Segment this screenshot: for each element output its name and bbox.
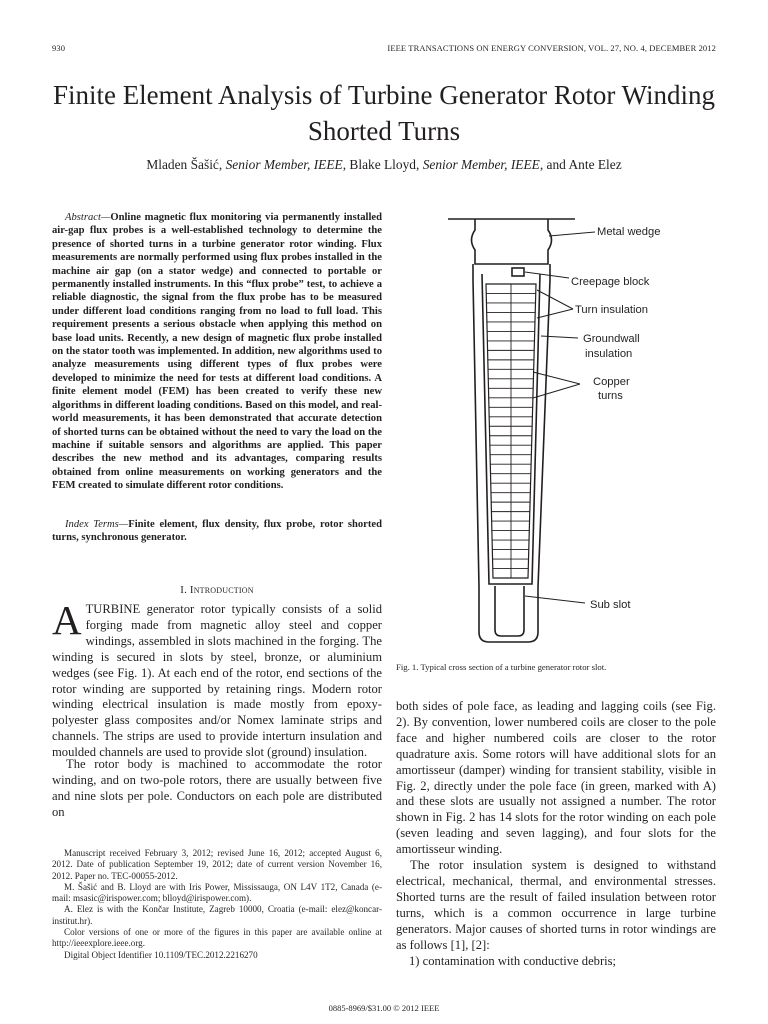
- author-2-role: Senior Member, IEEE: [422, 157, 540, 172]
- label-sub-slot: Sub slot: [590, 599, 631, 611]
- leader-metal-wedge: [549, 232, 595, 236]
- label-groundwall: Groundwall: [583, 333, 640, 345]
- figure-1-rotor-slot-diagram: [445, 212, 695, 652]
- intro-paragraph-1-text: TURBINE generator rotor typically consists of a solid forging made from magnetic alloy steel and copper windings, assembled in slots machined in the forging. The winding is secured in slots by steel, bronze, or aluminium wedges (see Fig. 1). At each end of the rotor, end sections of the rotor winding are supported by retaining rings. Modern rotor winding electrical insulation is made mostly from epoxy-polyester glass composites and/or Nomex laminate strips and channels. The strips are used to provide interturn insulation and moulded channels are used to provide slot (ground) insulation.: [52, 602, 382, 760]
- abstract-label: Abstract—: [65, 212, 111, 223]
- label-copper: Copper: [593, 376, 630, 388]
- drop-cap: A: [52, 597, 82, 643]
- footnotes: [52, 848, 382, 961]
- leader-copper-2: [533, 384, 580, 398]
- metal-wedge-outline: [472, 219, 552, 264]
- page-number: 930: [52, 43, 66, 53]
- author-2: Blake Lloyd: [349, 157, 416, 172]
- leader-turn-insulation-2: [537, 309, 573, 318]
- section-title: Introduction: [189, 584, 254, 596]
- author-line: Mladen Šašić, Senior Member, IEEE, Blake Lloyd, Senior Member, IEEE, and Ante Elez: [146, 157, 622, 172]
- figure-1-caption: Fig. 1. Typical cross section of a turbine generator rotor slot.: [396, 662, 607, 672]
- section-heading: [52, 584, 382, 596]
- footnote-color: Color versions of one or more of the figures in this paper are available online at http://ieeexplore.ieee.org.: [52, 927, 382, 949]
- leader-turn-insulation-1: [537, 290, 573, 309]
- leader-sub-slot: [525, 596, 585, 603]
- footnote-affiliation-2: A. Elez is with the Končar Institute, Zagreb 10000, Croatia (e-mail: elez@koncar-institut.hr).: [52, 904, 382, 926]
- author-1: Mladen Šašić: [146, 157, 219, 172]
- paper-title: Finite Element Analysis of Turbine Generator Rotor Winding Shorted Turns: [52, 80, 716, 146]
- leader-groundwall: [541, 336, 578, 338]
- label-turn-insulation: Turn insulation: [575, 304, 648, 316]
- copper-turns: [486, 284, 536, 578]
- abstract-text: Online magnetic flux monitoring via permanently installed air-gap flux probes is a well-established technology to determine the presence of shorted turns in a turbine generator rotor winding. Flux measurements are normally performed using flux probes installed in the machine air gap (on a stator wedge) and connected to portable or permanently installed instruments. In this “flux probe” test, to achieve a reliable diagnostic, the signal from the flux probe has to be measured under different load conditions ranging from no load to full load. This requirement presents a serious obstacle when applying this method on base load units. Recently, a new design of magnetic flux probe installed on the stator tooth was implemented. In addition, new algorithms used to analyze measurements using different types of flux probes were developed to minimize the need for tests at different load conditions. A finite element model (FEM) has been created to verify these new algorithms in different loading conditions. Based on this model, and real-world measurements, it has been demonstrated that accurate detection of shorted turns can be obtained without the need to vary the load on the machine if suitable sensors and algorithms are applied. This paper describes the new method and its advantages, comparing results obtained from online measurements on working generators and the FEM created to simulate different rotor conditions.: [52, 212, 382, 492]
- journal-header: IEEE TRANSACTIONS ON ENERGY CONVERSION, VOL. 27, NO. 4, DECEMBER 2012: [387, 43, 716, 53]
- abstract: [52, 211, 382, 493]
- label-groundwall-2: insulation: [585, 348, 633, 360]
- index-terms-label: Index Terms—: [65, 519, 129, 530]
- index-terms-text: Finite element, flux density, flux probe, rotor shorted turns, synchronous generator.: [52, 519, 382, 544]
- footnote-affiliation-1: M. Šašić and B. Lloyd are with Iris Power, Mississauga, ON L4V 1T2, Canada (e-mail: msasic@irispower.com; blloyd@irispower.com).: [52, 881, 382, 904]
- leader-creepage-block: [525, 272, 569, 278]
- index-terms: [52, 518, 382, 545]
- intro-paragraph-1: [52, 597, 382, 761]
- right-paragraph-2: The rotor insulation system is designed to withstand electrical, mechanical, thermal, and environmental stresses. Shorted turns are the result of failed insulation between rotor turns, which is a common occurrence in large turbine generators. Major causes of shorted turns in rotor windings are as follows [1], [2]:: [396, 858, 716, 952]
- copyright-footer: 0885-8969/$31.00 © 2012 IEEE: [328, 1003, 440, 1013]
- label-copper-2: turns: [598, 390, 623, 402]
- section-number: I.: [180, 584, 187, 596]
- creepage-block: [512, 268, 524, 276]
- footnote-doi: Digital Object Identifier 10.1109/TEC.2012.2216270: [64, 949, 258, 960]
- list-item: 1) contamination with conductive debris;: [409, 953, 617, 968]
- footnote-manuscript: Manuscript received February 3, 2012; revised June 16, 2012; accepted August 6, 2012. Date of publication September 19, 2012; date of current version November 16, 2012. Paper no. TEC-00055-2012.: [52, 848, 382, 881]
- intro-paragraph-2: The rotor body is machined to accommodate the rotor winding, and on two-pole rotors, there are usually between five and nine slots per pole. Conductors on each pole are distributed on: [52, 757, 382, 819]
- label-metal-wedge: Metal wedge: [597, 226, 661, 238]
- leader-copper-1: [533, 372, 580, 384]
- label-creepage-block: Creepage block: [571, 276, 650, 288]
- author-1-role: Senior Member, IEEE: [225, 157, 343, 172]
- right-paragraph-1: both sides of pole face, as leading and lagging coils (see Fig. 2). By convention, lower numbered coils are closer to the pole face and higher numbered coils are closer to the rotor quadrature axis. Some rotors will have additional slots for an amortisseur (damper) winding for transient stability, visible in Fig. 2, directly under the pole face (in green, marked with A) and these slots are usually not assigned a number. The rotor shown in Fig. 2 has 14 slots for the rotor winding on each pole (seven leading and seven lagging), and four slots for the amortisseur winding.: [396, 699, 716, 857]
- right-column-text: [396, 699, 716, 969]
- author-3: Ante Elez: [568, 157, 622, 172]
- sub-slot-outline: [495, 586, 524, 636]
